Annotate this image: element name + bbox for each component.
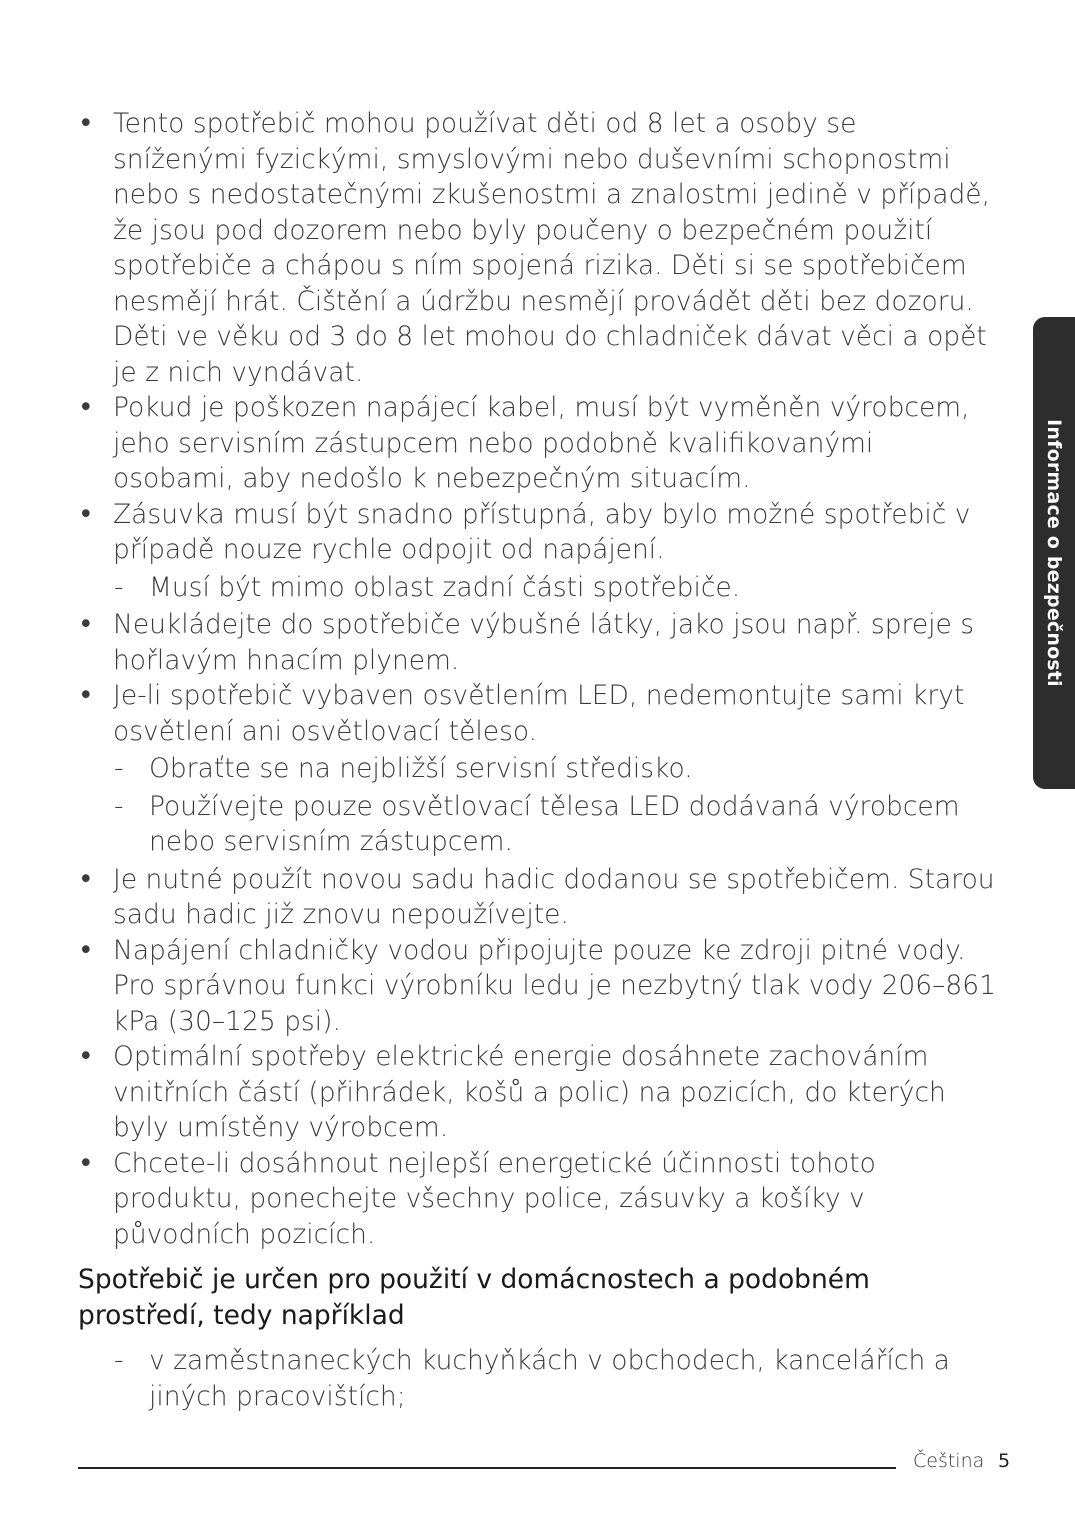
list-item — [78, 933, 998, 1040]
list-item — [78, 497, 998, 568]
list-item-text: Zásuvka musí být snadno přístupná, aby bylo možné spotřebič v případě nouze rychle odpojit od napájení. — [113, 498, 971, 565]
bullet-marker: • — [78, 680, 94, 711]
usage-heading: Spotřebič je určen pro použití v domácnostech a podobném prostředí, tedy například — [78, 1264, 870, 1331]
bullet-marker: • — [78, 863, 94, 895]
dash-marker: - — [114, 753, 124, 784]
usage-list — [78, 1343, 998, 1414]
safety-list — [78, 106, 998, 1252]
bullet-marker: • — [78, 1147, 94, 1179]
dash-marker: - — [114, 1345, 124, 1376]
list-item-text: Optimální spotřeby elektrické energie dosáhnete zachováním vnitřních částí (přihrádek, košů a polic) na pozicích, do kterých byly umístěny výrobcem. — [113, 1041, 946, 1143]
sub-list-item — [78, 570, 998, 606]
list-item-text: Neukládejte do spotřebiče výbušné látky, jako jsou např. spreje s hořlavým hnacím plynem. — [113, 609, 975, 676]
dash-marker: - — [114, 790, 124, 822]
list-item-text: Pokud je poškozen napájecí kabel, musí být vyměněn výrobcem, jeho servisním zástupcem nebo podobně kvalifikovanými osobami, aby nedošlo k nebezpečným situacím. — [113, 392, 970, 494]
list-item — [78, 862, 998, 933]
sub-list-item — [78, 789, 998, 860]
list-item-text: Chcete-li dosáhnout nejlepší energetické účinnosti tohoto produktu, ponechejte všechny police, zásuvky a košíky v původních pozicích. — [113, 1147, 876, 1250]
sub-list-item — [78, 1343, 998, 1414]
list-item — [78, 1146, 998, 1253]
page-number: 5 — [998, 1450, 1011, 1472]
bullet-marker: • — [78, 1041, 94, 1072]
list-item-text: Tento spotřebič mohou používat děti od 8 let a osoby se sníženými fyzickými, smyslovými nebo duševními schopnostmi nebo s nedostatečnými zkušenostmi a znalostmi jedině v případě, že jsou pod dozorem nebo byly poučeny o bezpečném použití spotřebiče a chápou s ním spojená rizika. Děti si se spotřebičem nesmějí hrát. Čištění a údržbu nesmějí provádět děti bez dozoru. Děti ve věku od 3 do 8 let mohou do chladniček dávat věci a opět je z nich vyndávat. — [113, 108, 990, 388]
list-item-text: Napájení chladničky vodou připojujte pouze ke zdroji pitné vody. Pro správnou funkci výrobníku ledu je nezbytný tlak vody 206–861 kPa (30–125 psi). — [113, 934, 996, 1037]
list-item — [78, 1039, 998, 1146]
list-item — [78, 390, 998, 497]
section-tab — [1033, 317, 1075, 789]
dash-marker: - — [114, 571, 124, 603]
sub-list-item — [78, 751, 998, 787]
footer-divider — [78, 1467, 896, 1469]
footer-language: Čeština — [913, 1450, 985, 1472]
sub-list-item-text: Musí být mimo oblast zadní části spotřebiče. — [149, 571, 741, 603]
page-content — [78, 106, 998, 1414]
bullet-marker: • — [78, 392, 94, 423]
list-item — [78, 607, 998, 678]
sub-list-item-text: Obraťte se na nejbližší servisní středisko. — [149, 753, 693, 784]
list-item-text: Je nutné použít novou sadu hadic dodanou se spotřebičem. Starou sadu hadic již znovu nepoužívejte. — [113, 863, 995, 930]
list-item-text: Je-li spotřebič vybaven osvětlením LED, nedemontujte sami kryt osvětlení ani osvětlovací těleso. — [113, 680, 965, 747]
bullet-marker: • — [78, 934, 94, 966]
bullet-marker: • — [78, 609, 94, 640]
sub-list-item-text: Používejte pouze osvětlovací tělesa LED dodávaná výrobcem nebo servisním zástupcem. — [149, 790, 960, 857]
bullet-marker: • — [78, 498, 94, 530]
bullet-marker: • — [78, 108, 94, 139]
list-item — [78, 678, 998, 749]
section-tab-label: Informace o bezpečnosti — [1043, 419, 1065, 687]
sub-list-item-text: v zaměstnaneckých kuchyňkách v obchodech, kancelářích a jiných pracovištích; — [149, 1345, 950, 1412]
list-item — [78, 106, 998, 390]
